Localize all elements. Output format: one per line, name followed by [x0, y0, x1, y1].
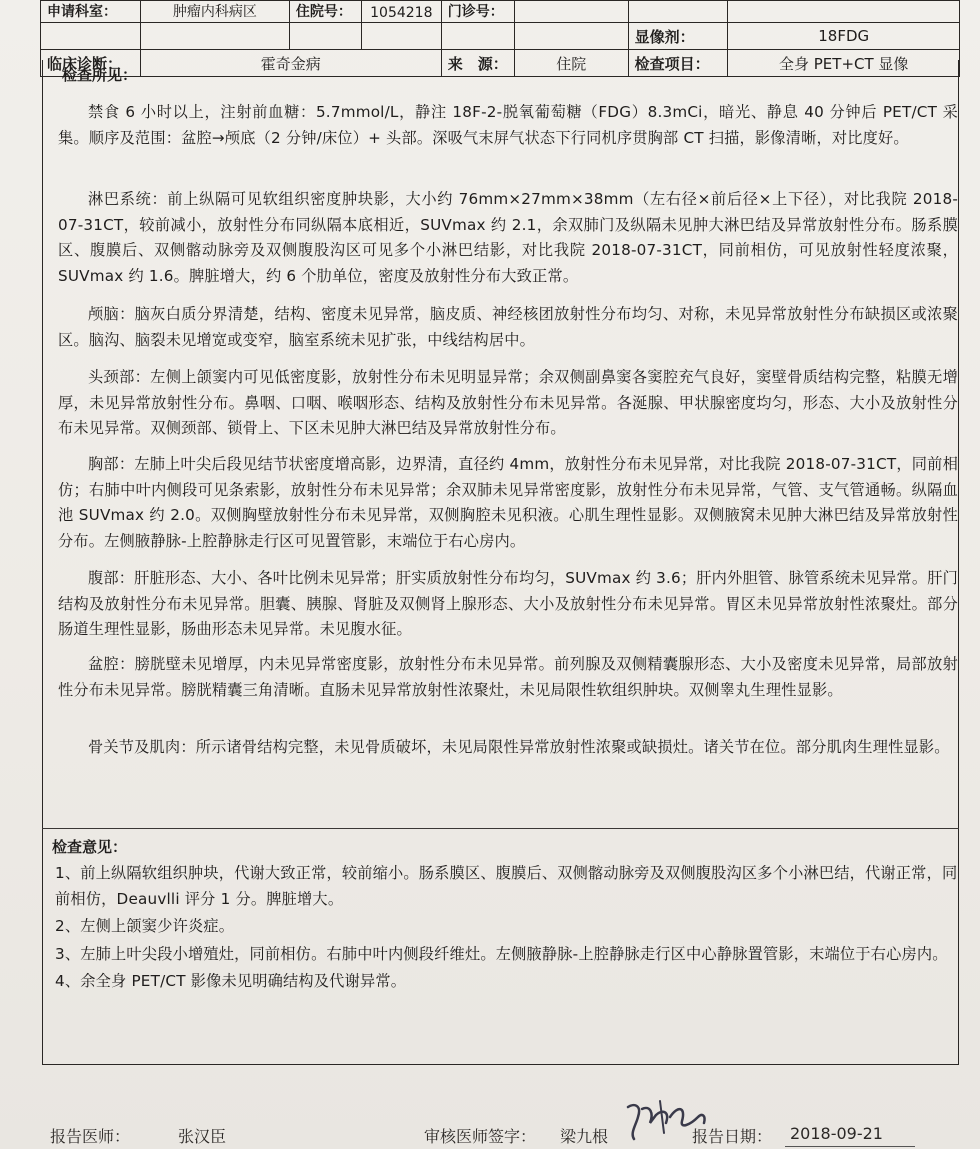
dept-label: 申请科室： [41, 1, 141, 23]
findings-paragraph-brain: 颅脑：脑灰白质分界清楚，结构、密度未见异常，脑皮质、神经核团放射性分布均匀、对称，未见异常放射性分布缺损区或浓聚区。脑沟、脑裂未见增宽或变窄，脑室系统未见扩张，中线结构居中。 [58, 305, 958, 349]
blank-value-cell [728, 1, 960, 23]
impression-item: 1、前上纵隔软组织肿块，代谢大致正常，较前缩小。肠系膜区、腹膜后、双侧髂动脉旁及双侧腹股沟区多个小淋巴结，代谢正常，同前相仿，Deauvlli 评分 1 分。脾脏增大。 [55, 864, 958, 908]
impression-item: 2、左侧上颌窦少许炎症。 [55, 917, 235, 936]
findings-paragraph-chest: 胸部：左肺上叶尖后段见结节状密度增高影，边界清，直径约 4mm，放射性分布未见异常，对比我院 2018-07-31CT，同前相仿；右肺中叶内侧段可见条索影，放射性分布未见异常；余双肺未见异常密度影，放射性分布未见异常，气管、支气管通畅。纵隔血池 SUVmax 约 2.0。双侧胸壁放射性分布未见异常，双侧胸腔未见积液。心肌生理性显影。双侧腋窝未见肿大淋巴结及异常放射性分布。左侧腋静脉-上腔静脉走行区可见置管影，末端位于右心房内。 [58, 455, 958, 550]
reviewer-label: 审核医师签字： [424, 1127, 537, 1146]
impression-list [55, 861, 960, 997]
blank-cell [41, 23, 141, 50]
exam-value: 全身 PET+CT 显像 [728, 50, 960, 77]
inpatient-value: 1054218 [361, 1, 441, 23]
blank-cell [514, 23, 628, 50]
reporter-label: 报告医师： [50, 1127, 131, 1146]
impression-title: 检查意见： [52, 838, 128, 856]
dept-value: 肿瘤内科病区 [140, 1, 289, 23]
blank-label-cell [628, 1, 728, 23]
reporter-name: 张汉臣 [178, 1127, 227, 1146]
date-underline [785, 1146, 915, 1147]
findings-paragraph-procedure: 禁食 6 小时以上，注射前血糖：5.7mmol/L，静注 18F-2-脱氧葡萄糖（FDG）8.3mCi，暗光、静息 40 分钟后 PET/CT 采集。顺序及范围：盆腔→颅底（2 分钟/床位）+ 头部。深吸气末屏气状态下行同机序贯胸部 CT 扫描，影像清晰，对比度好。 [58, 103, 958, 147]
findings-paragraph-head-neck: 头颈部：左侧上颌窦内可见低密度影，放射性分布未见明显异常；余双侧副鼻窦各窦腔充气良好，窦壁骨质结构完整，粘膜无增厚，未见异常放射性分布。鼻咽、口咽、喉咽形态、结构及放射性分布未见异常。各涎腺、甲状腺密度均匀，形态、大小及放射性分布未见异常。双侧颈部、锁骨上、下区未见肿大淋巴结及异常放射性分布。 [58, 368, 958, 438]
source-label: 来 源： [441, 50, 514, 77]
reviewer-name: 梁九根 [560, 1127, 609, 1146]
findings-paragraph-lymph: 淋巴系统：前上纵隔可见软组织密度肿块影，大小约 76mm×27mm×38mm（左右径×前后径×上下径），对比我院 2018-07-31CT，较前减小，放射性分布同纵隔本底相近，SUVmax 约 2.1，余双肺门及纵隔未见肿大淋巴结及异常放射性分布。肠系膜区、腹膜后、双侧髂动脉旁及双侧腹股沟区可见多个小淋巴结影，对比我院 2018-07-31CT，同前相仿，可见放射性轻度浓聚，SUVmax 约 1.6。脾脏增大，约 6 个肋单位，密度及放射性分布大致正常。 [58, 190, 958, 285]
blank-cell [361, 23, 441, 50]
date-value: 2018-09-21 [790, 1124, 883, 1143]
inpatient-label: 住院号： [289, 1, 361, 23]
agent-label: 显像剂： [628, 23, 728, 50]
exam-label: 检查项目： [628, 50, 728, 77]
section-divider [42, 828, 959, 829]
blank-cell [441, 23, 514, 50]
findings-paragraph-abdomen: 腹部：肝脏形态、大小、各叶比例未见异常；肝实质放射性分布均匀，SUVmax 约 3.6；肝内外胆管、脉管系统未见异常。肝门结构及放射性分布未见异常。胆囊、胰腺、肾脏及双侧肾上腺形态、大小及放射性分布未见异常。胃区未见异常放射性浓聚灶。部分肠道生理性显影，肠曲形态未见异常。未见腹水征。 [58, 569, 958, 639]
date-label: 报告日期： [692, 1127, 773, 1146]
blank-cell [289, 23, 361, 50]
agent-value: 18FDG [728, 23, 960, 50]
findings-title: 检查所见： [62, 66, 138, 84]
diagnosis-label: 临床诊断： [41, 50, 141, 77]
blank-cell [140, 23, 289, 50]
findings-paragraph-bone-muscle: 骨关节及肌肉：所示诸骨结构完整，未见骨质破坏，未见局限性异常放射性浓聚或缺损灶。诸关节在位。部分肌肉生理性显影。 [88, 738, 950, 756]
impression-item: 3、左肺上叶尖段小增殖灶，同前相仿。右肺中叶内侧段纤维灶。左侧腋静脉-上腔静脉走行区中心静脉置管影，末端位于右心房内。 [55, 944, 948, 963]
findings-paragraph-pelvis: 盆腔：膀胱壁未见增厚，内未见异常密度影，放射性分布未见异常。前列腺及双侧精囊腺形态、大小及密度未见异常，局部放射性分布未见异常。膀胱精囊三角清晰。直肠未见异常放射性浓聚灶，未见局限性软组织肿块。双侧睾丸生理性显影。 [58, 655, 958, 699]
outpatient-value [514, 1, 628, 23]
outpatient-label: 门诊号： [441, 1, 514, 23]
impression-item: 4、余全身 PET/CT 影像未见明确结构及代谢异常。 [55, 972, 407, 991]
source-value: 住院 [514, 50, 628, 77]
diagnosis-value: 霍奇金病 [140, 50, 441, 77]
